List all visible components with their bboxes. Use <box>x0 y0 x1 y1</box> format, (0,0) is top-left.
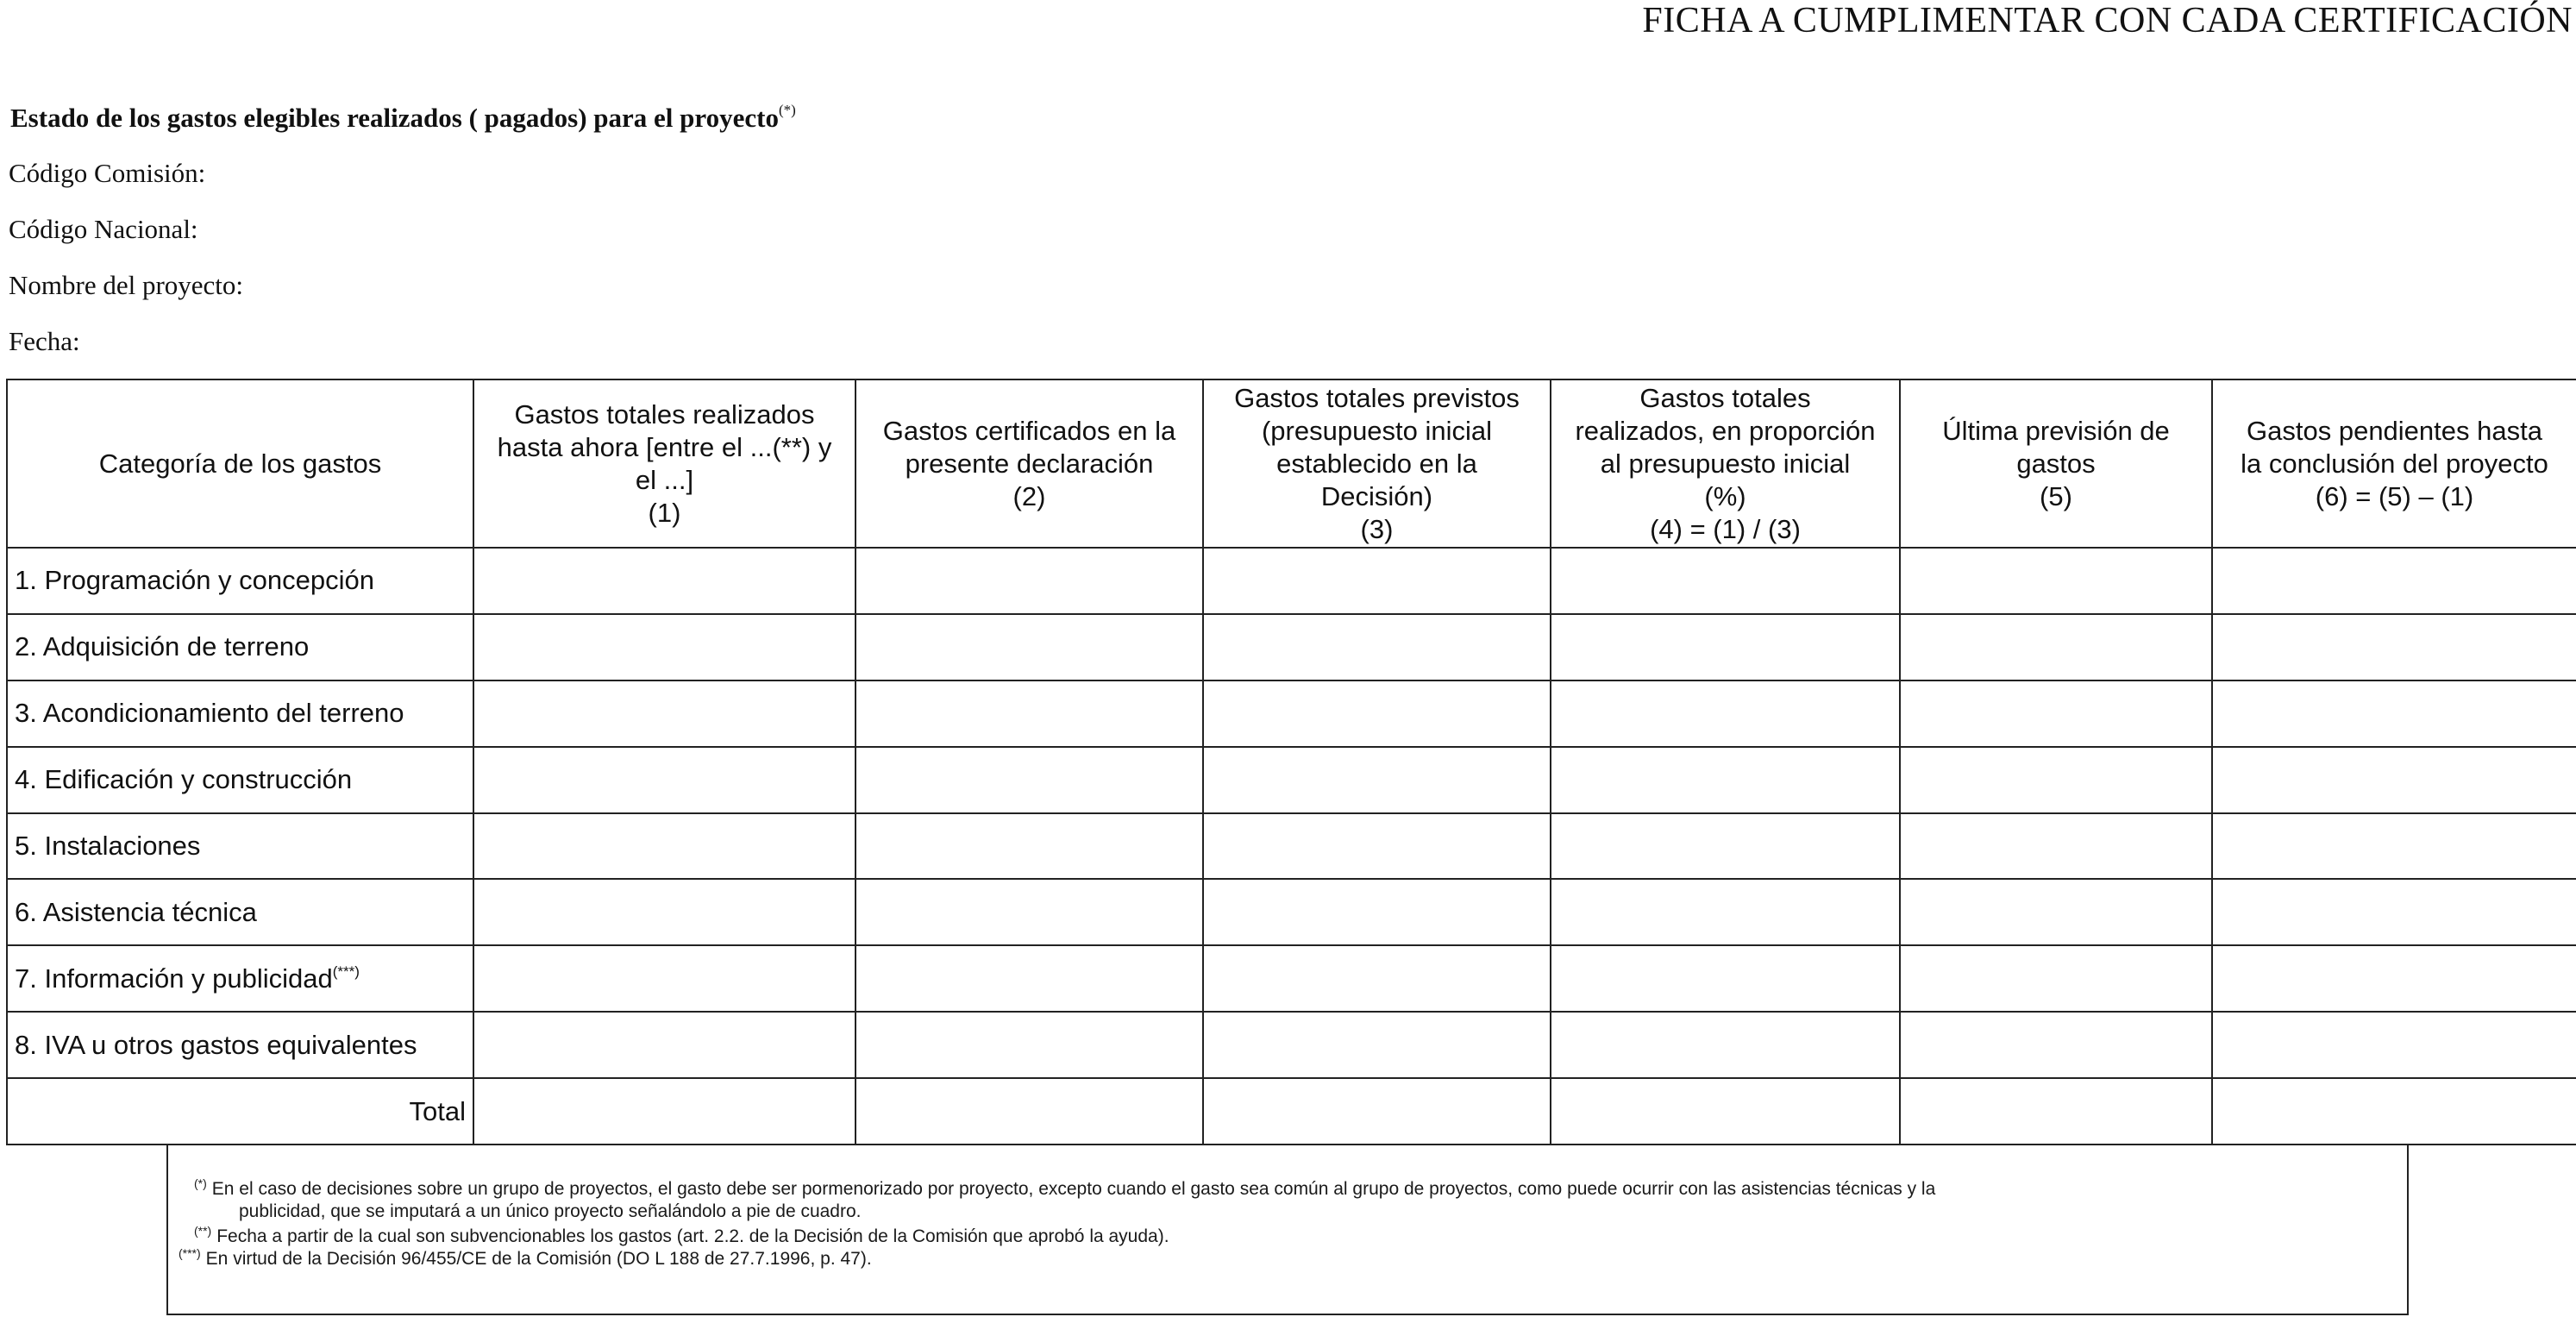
value-cell-2[interactable] <box>856 747 1203 813</box>
column-header-line: (presupuesto inicial <box>1261 415 1493 446</box>
value-cell-5[interactable] <box>1900 1012 2212 1078</box>
document-title-text: Estado de los gastos elegibles realizados ( pagados) para el proyecto <box>10 103 779 133</box>
footnote-3-mark: (***) <box>179 1246 201 1260</box>
field-nombre-proyecto: Nombre del proyecto: <box>9 270 244 300</box>
table-row <box>7 813 2576 880</box>
value-cell-4[interactable] <box>1551 945 1900 1012</box>
column-header-categoria <box>7 379 473 548</box>
value-cell-3[interactable] <box>1203 879 1551 945</box>
footnote-1 <box>194 1172 2385 1223</box>
column-header-line: realizados, en proporción <box>1575 415 1876 446</box>
document-title <box>10 102 796 134</box>
value-cell-6[interactable] <box>2212 747 2576 813</box>
total-cell-4[interactable] <box>1551 1078 1900 1145</box>
table-row <box>7 548 2576 614</box>
value-cell-1[interactable] <box>473 1012 856 1078</box>
value-cell-4[interactable] <box>1551 813 1900 880</box>
footnote-3-text: En virtud de la Decisión 96/455/CE de la Comisión (DO L 188 de 27.7.1996, p. 47). <box>205 1249 872 1269</box>
column-header-line: (3) <box>1360 513 1394 544</box>
column-header-line: establecido en la <box>1276 448 1477 479</box>
column-header-line: hasta ahora [entre el ...(**) y <box>497 431 832 462</box>
value-cell-3[interactable] <box>1203 747 1551 813</box>
table-row <box>7 945 2576 1012</box>
column-header-line: Gastos pendientes hasta <box>2247 415 2542 446</box>
document-title-note: (*) <box>778 102 796 118</box>
value-cell-3[interactable] <box>1203 813 1551 880</box>
value-cell-4[interactable] <box>1551 614 1900 680</box>
value-cell-6[interactable] <box>2212 813 2576 880</box>
column-header-line: Gastos totales realizados <box>514 398 815 430</box>
field-fecha: Fecha: <box>9 326 80 356</box>
table-row <box>7 879 2576 945</box>
column-header-line: gastos <box>2016 448 2096 479</box>
value-cell-3[interactable] <box>1203 680 1551 747</box>
value-cell-2[interactable] <box>856 945 1203 1012</box>
value-cell-6[interactable] <box>2212 548 2576 614</box>
table-row <box>7 680 2576 747</box>
category-label: 5. Instalaciones <box>15 830 201 861</box>
column-header-line: Categoría de los gastos <box>98 448 382 479</box>
value-cell-1[interactable] <box>473 680 856 747</box>
table-row <box>7 747 2576 813</box>
total-cell-5[interactable] <box>1900 1078 2212 1145</box>
column-header-line: Decisión) <box>1320 480 1433 511</box>
column-header-line: Última previsión de <box>1942 415 2170 446</box>
total-cell-3[interactable] <box>1203 1078 1551 1145</box>
value-cell-4[interactable] <box>1551 747 1900 813</box>
value-cell-6[interactable] <box>2212 879 2576 945</box>
column-header-line: Gastos totales <box>1639 382 1811 413</box>
footnote-2-mark: (**) <box>194 1224 212 1238</box>
column-header-line: (2) <box>1012 480 1046 511</box>
column-header-proporcion <box>1551 379 1900 548</box>
column-header-line: Gastos certificados en la <box>882 415 1176 446</box>
value-cell-5[interactable] <box>1900 747 2212 813</box>
table-row <box>7 1012 2576 1078</box>
category-label: 4. Edificación y construcción <box>15 764 353 795</box>
total-cell-1[interactable] <box>473 1078 856 1145</box>
expenses-table <box>6 379 2576 1145</box>
footnote-1-mark: (*) <box>194 1176 207 1190</box>
category-label: 2. Adquisición de terreno <box>15 631 310 662</box>
category-cell <box>7 945 473 1012</box>
value-cell-5[interactable] <box>1900 879 2212 945</box>
column-header-gastos-certificados <box>856 379 1203 548</box>
category-cell <box>7 680 473 747</box>
value-cell-1[interactable] <box>473 879 856 945</box>
value-cell-2[interactable] <box>856 813 1203 880</box>
total-cell-2[interactable] <box>856 1078 1203 1145</box>
column-header-gastos-previstos <box>1203 379 1551 548</box>
value-cell-5[interactable] <box>1900 614 2212 680</box>
value-cell-5[interactable] <box>1900 680 2212 747</box>
column-header-line: presente declaración <box>905 448 1154 479</box>
category-cell <box>7 548 473 614</box>
value-cell-1[interactable] <box>473 548 856 614</box>
column-header-line: Gastos totales previstos <box>1234 382 1520 413</box>
category-cell <box>7 747 473 813</box>
value-cell-4[interactable] <box>1551 879 1900 945</box>
category-label: 6. Asistencia técnica <box>15 896 257 927</box>
category-cell <box>7 879 473 945</box>
value-cell-2[interactable] <box>856 548 1203 614</box>
value-cell-5[interactable] <box>1900 548 2212 614</box>
value-cell-3[interactable] <box>1203 548 1551 614</box>
value-cell-3[interactable] <box>1203 945 1551 1012</box>
value-cell-3[interactable] <box>1203 614 1551 680</box>
value-cell-5[interactable] <box>1900 813 2212 880</box>
column-header-line: (%) <box>1704 480 1746 511</box>
field-codigo-nacional: Código Nacional: <box>9 214 198 244</box>
column-header-line: al presupuesto inicial <box>1600 448 1851 479</box>
column-header-line: (5) <box>2040 480 2072 511</box>
footnote-1-text: En el caso de decisiones sobre un grupo de proyectos, el gasto debe ser pormenorizado por proyecto, excepto cuando el gasto sea común al grupo de proyectos, como puede ocurrir con las asistencias técnicas y la <box>211 1179 1936 1199</box>
category-note: (***) <box>332 963 360 980</box>
column-header-gastos-realizados <box>473 379 856 548</box>
table-row <box>7 614 2576 680</box>
value-cell-6[interactable] <box>2212 945 2576 1012</box>
column-header-gastos-pendientes <box>2212 379 2576 548</box>
page-heading: FICHA A CUMPLIMENTAR CON CADA CERTIFICACIÓN <box>1642 1 2573 41</box>
value-cell-6[interactable] <box>2212 614 2576 680</box>
value-cell-2[interactable] <box>856 879 1203 945</box>
total-label: Total <box>7 1078 473 1145</box>
column-header-line: (4) = (1) / (3) <box>1650 513 1801 544</box>
value-cell-1[interactable] <box>473 614 856 680</box>
value-cell-4[interactable] <box>1551 1012 1900 1078</box>
footnote-2-text: Fecha a partir de la cual son subvencionables los gastos (art. 2.2. de la Decisión de la Comisión que aprobó la ayuda). <box>216 1226 1169 1246</box>
value-cell-6[interactable] <box>2212 680 2576 747</box>
field-codigo-comision: Código Comisión: <box>9 158 206 188</box>
value-cell-6[interactable] <box>2212 1012 2576 1078</box>
total-row <box>7 1078 2576 1145</box>
value-cell-4[interactable] <box>1551 680 1900 747</box>
category-label: 7. Información y publicidad <box>15 963 333 994</box>
category-label: 3. Acondicionamiento del terreno <box>15 698 404 729</box>
category-cell <box>7 1012 473 1078</box>
value-cell-1[interactable] <box>473 747 856 813</box>
footnotes-box <box>166 1145 2409 1315</box>
value-cell-5[interactable] <box>1900 945 2212 1012</box>
value-cell-1[interactable] <box>473 945 856 1012</box>
column-header-line: el ...] <box>635 464 694 495</box>
value-cell-1[interactable] <box>473 813 856 880</box>
category-label: 8. IVA u otros gastos equivalentes <box>15 1029 417 1060</box>
footnote-1-continuation: publicidad, que se imputará a un único proyecto señalándolo a pie de cuadro. <box>239 1201 862 1221</box>
value-cell-3[interactable] <box>1203 1012 1551 1078</box>
footnote-3 <box>179 1242 2369 1270</box>
column-header-ultima-prevision <box>1900 379 2212 548</box>
value-cell-2[interactable] <box>856 1012 1203 1078</box>
table-header-row <box>7 379 2576 548</box>
value-cell-4[interactable] <box>1551 548 1900 614</box>
value-cell-2[interactable] <box>856 614 1203 680</box>
total-cell-6[interactable] <box>2212 1078 2576 1145</box>
column-header-line: (6) = (5) – (1) <box>2315 480 2474 511</box>
category-cell <box>7 614 473 680</box>
column-header-line: la conclusión del proyecto <box>2241 448 2548 479</box>
value-cell-2[interactable] <box>856 680 1203 747</box>
column-header-line: (1) <box>648 497 681 528</box>
category-label: 1. Programación y concepción <box>15 565 375 596</box>
category-cell <box>7 813 473 880</box>
